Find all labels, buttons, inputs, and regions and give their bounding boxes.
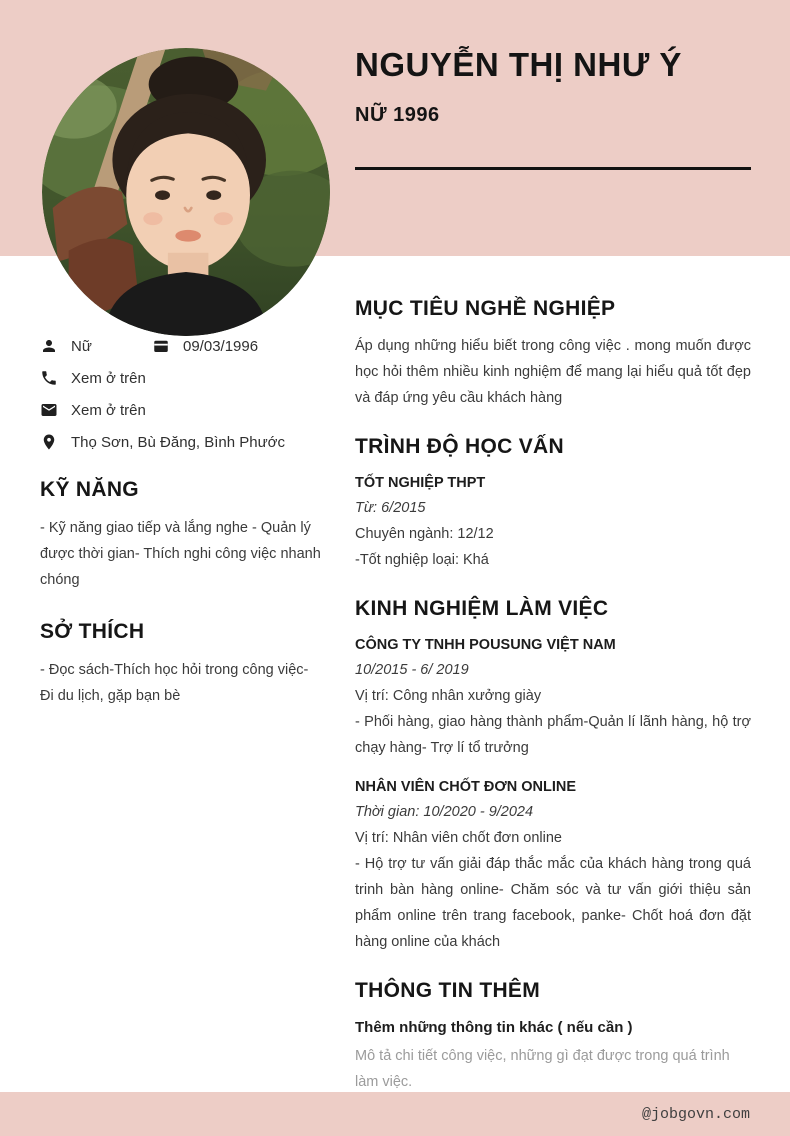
address-value: Thọ Sơn, Bù Đăng, Bình Phước xyxy=(71,433,285,451)
education-period: Từ: 6/2015 xyxy=(355,500,426,516)
gender-value: Nữ xyxy=(71,337,92,355)
education-title: TRÌNH ĐỘ HỌC VẤN xyxy=(355,435,564,458)
person-icon xyxy=(40,337,58,355)
right-column xyxy=(355,296,751,1118)
job-position: Vị trí: Nhân viên chốt đơn online xyxy=(355,830,562,846)
phone-value: Xem ở trên xyxy=(71,369,146,387)
job-period: 10/2015 - 6/ 2019 xyxy=(355,662,469,678)
name-block xyxy=(355,44,751,170)
education-section xyxy=(355,434,751,573)
info-row-email xyxy=(40,401,324,419)
hobbies-title: SỞ THÍCH xyxy=(40,620,145,643)
gender-year-subtitle: NỮ 1996 xyxy=(355,104,440,126)
education-school: TỐT NGHIỆP THPT xyxy=(355,475,486,491)
profile-photo xyxy=(42,48,330,336)
info-row-address xyxy=(40,433,324,451)
birthdate-cell xyxy=(152,337,258,355)
phone-icon xyxy=(40,369,58,387)
job-description: - Phối hàng, giao hàng thành phẩm-Quản lí lãnh hàng, hộ trợ chạy hàng- Trợ lí tổ trưởng xyxy=(355,714,751,756)
birthdate-value: 09/03/1996 xyxy=(183,337,259,355)
info-row-phone xyxy=(40,369,324,387)
education-major: Chuyên ngành: 12/12 xyxy=(355,526,494,542)
objective-section xyxy=(355,296,751,411)
job-period: Thời gian: 10/2020 - 9/2024 xyxy=(355,804,534,820)
skills-body: - Kỹ năng giao tiếp và lắng nghe - Quản lý được thời gian- Thích nghi công việc nhanh chóng xyxy=(40,520,321,588)
email-value: Xem ở trên xyxy=(71,401,146,419)
additional-info-subtitle: Thêm những thông tin khác ( nếu cần ) xyxy=(355,1019,633,1036)
job-company: NHÂN VIÊN CHỐT ĐƠN ONLINE xyxy=(355,779,577,795)
objective-body: Áp dụng những hiểu biết trong công việc . mong muốn được học hỏi thêm nhiều kinh nghiệm để mang lại hiểu quả tốt đẹp và đáp ứng yêu cầu khách hàng xyxy=(355,338,751,406)
location-pin-icon xyxy=(40,433,58,451)
footer-brand: @jobgovn.com xyxy=(641,1105,750,1123)
envelope-icon xyxy=(40,401,58,419)
experience-title: KINH NGHIỆM LÀM VIỆC xyxy=(355,597,609,620)
job-entry xyxy=(355,633,751,761)
job-entry xyxy=(355,775,751,955)
header-divider xyxy=(355,167,751,170)
calendar-icon xyxy=(152,337,170,355)
footer-band xyxy=(0,1092,790,1136)
experience-section xyxy=(355,596,751,955)
additional-info-title: THÔNG TIN THÊM xyxy=(355,979,541,1002)
skills-title: KỸ NĂNG xyxy=(40,478,139,501)
gender-cell xyxy=(40,337,152,355)
education-grade: -Tốt nghiệp loại: Khá xyxy=(355,552,489,568)
additional-info-section xyxy=(355,978,751,1095)
hobbies-body: - Đọc sách-Thích học hỏi trong công việc- Đi du lịch, gặp bạn bè xyxy=(40,662,309,704)
left-column xyxy=(40,337,324,709)
job-position: Vị trí: Công nhân xưởng giày xyxy=(355,688,542,704)
job-company: CÔNG TY TNHH POUSUNG VIỆT NAM xyxy=(355,637,616,653)
job-description: - Hộ trợ tư vấn giải đáp thắc mắc của khách hàng trong quá trinh bàn hàng online- Chăm sóc và tư vấn giới thiệu sản phẩm online trên trang facebook, panke- Chốt hoá đơn đặt hàng online của khách xyxy=(355,856,751,950)
additional-info-body: Mô tả chi tiết công việc, những gì đạt được trong quá trình làm việc. xyxy=(355,1048,730,1090)
profile-photo-illustration xyxy=(42,48,330,336)
info-row-gender-birthdate xyxy=(40,337,324,355)
full-name: NGUYỄN THỊ NHƯ Ý xyxy=(355,46,682,83)
objective-title: MỤC TIÊU NGHỀ NGHIỆP xyxy=(355,297,616,320)
